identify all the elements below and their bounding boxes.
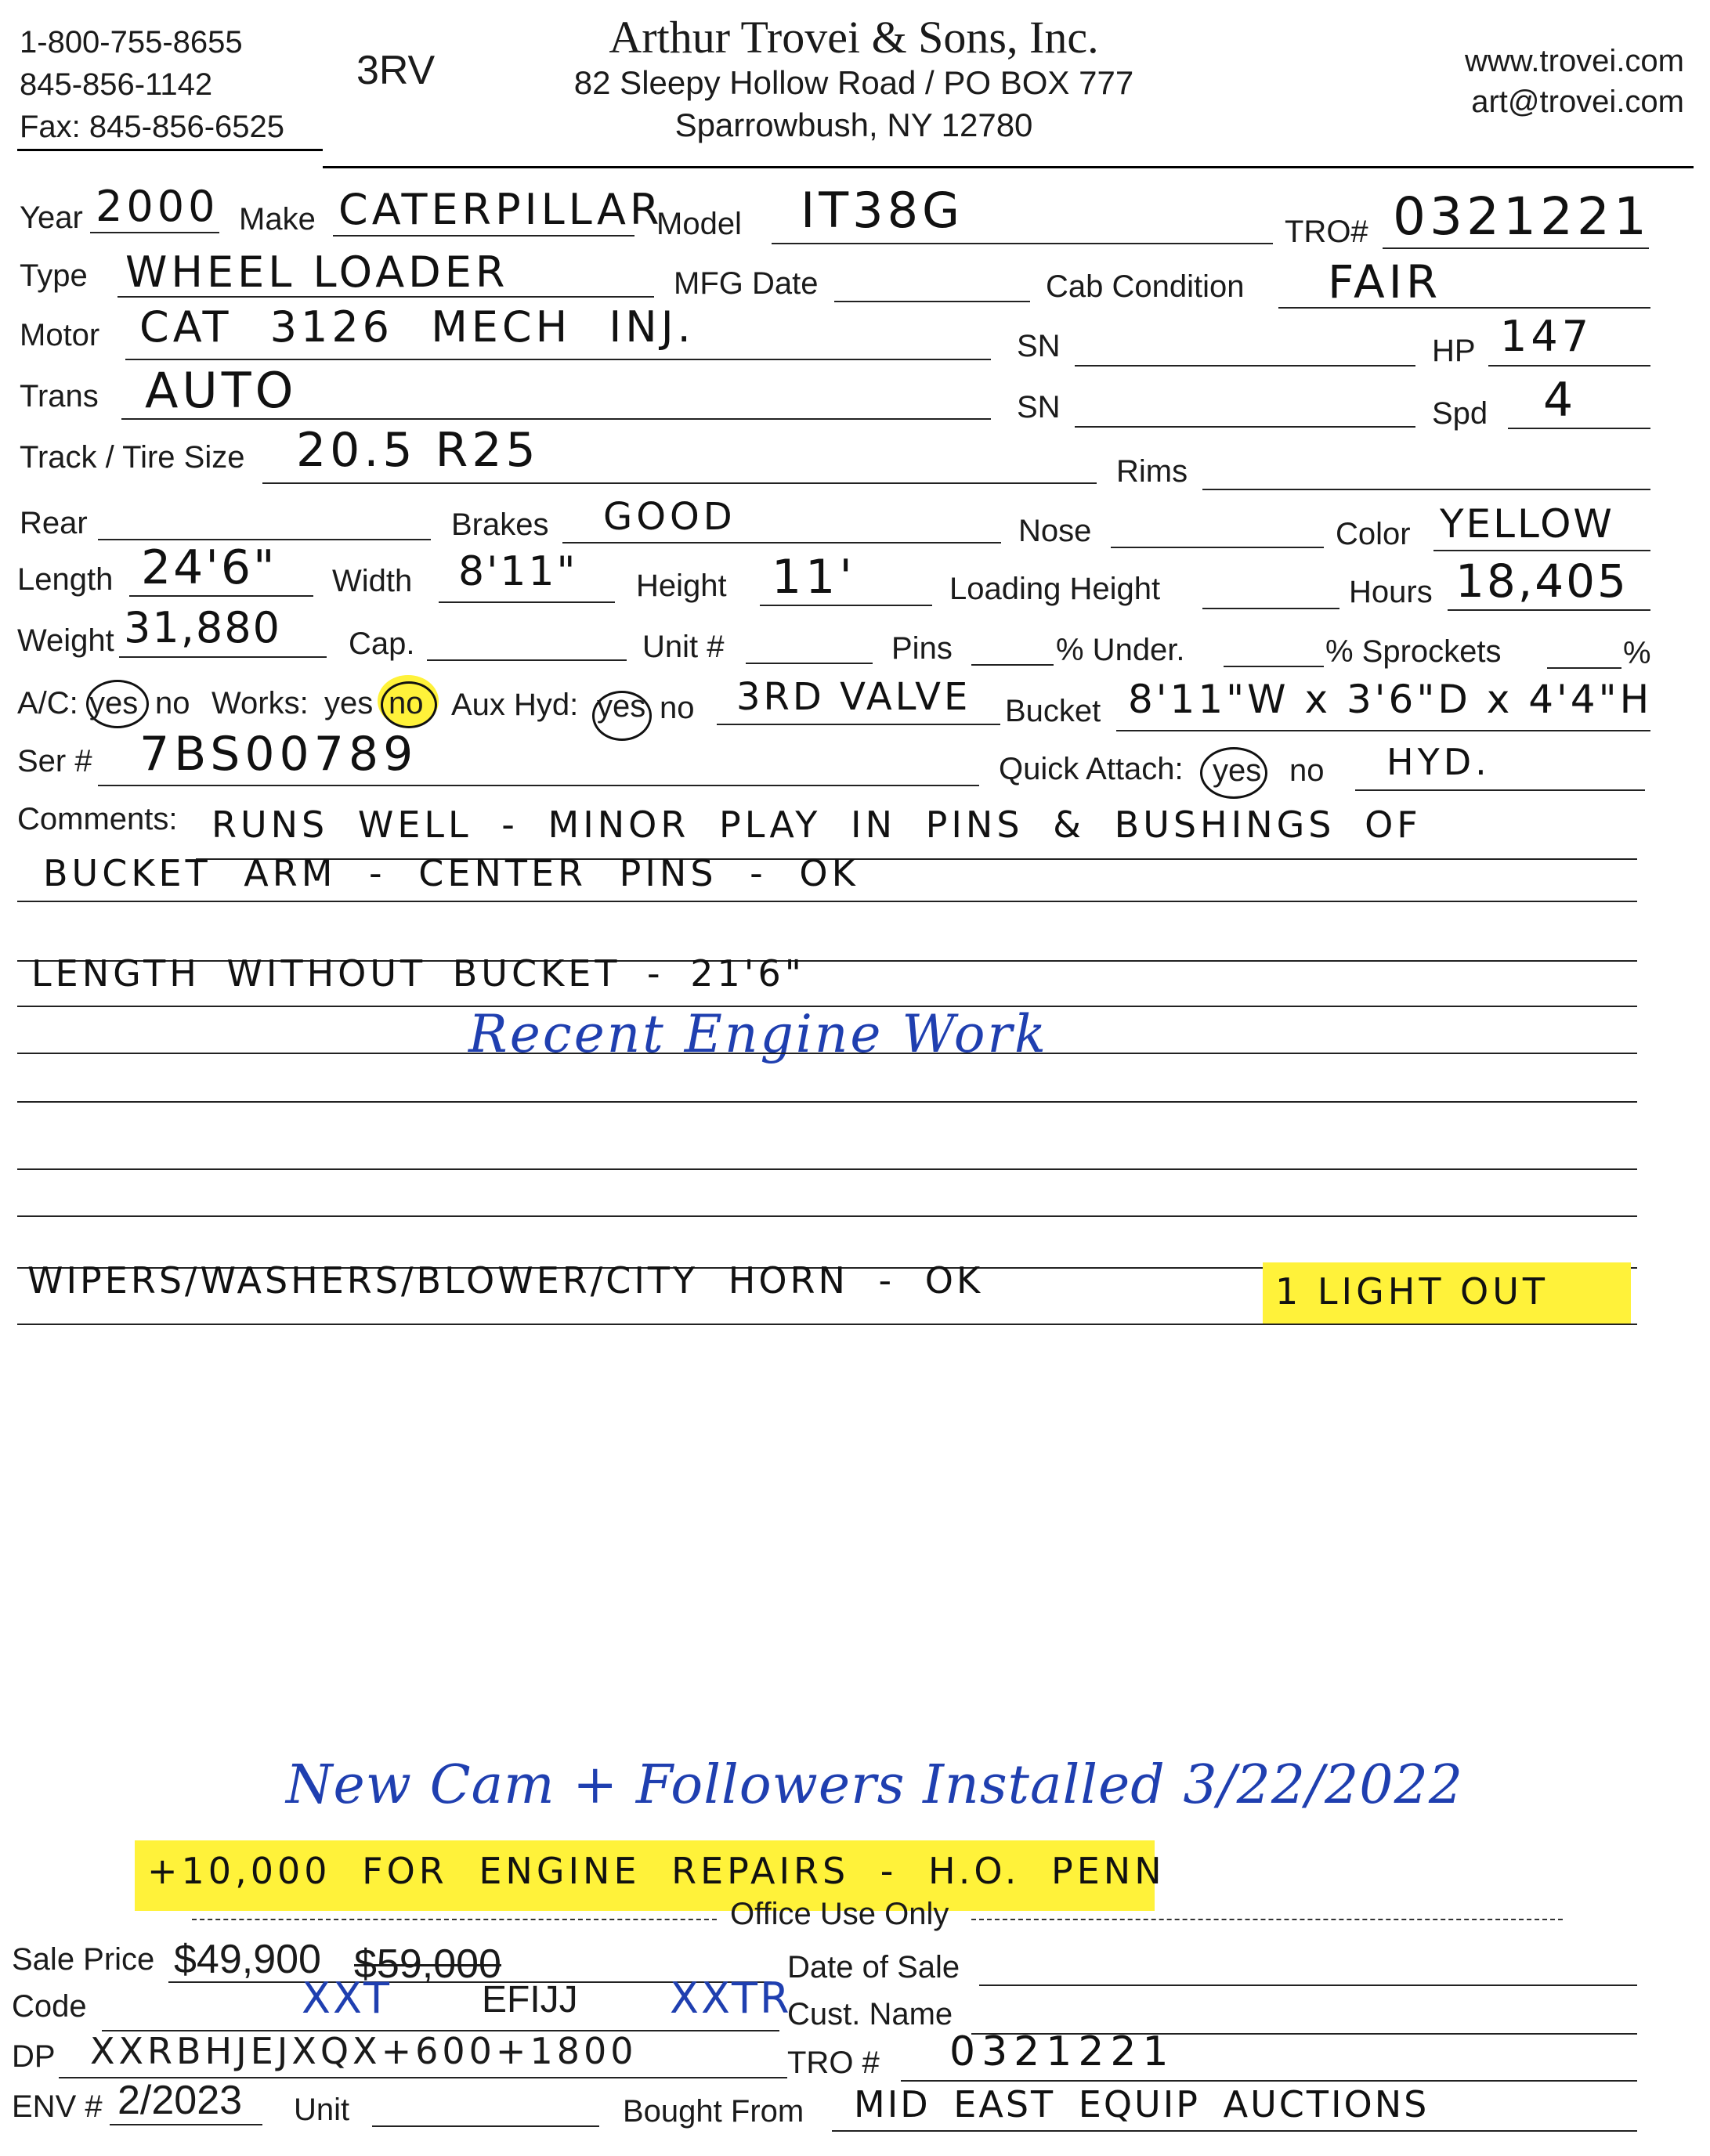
cab-condition-label: Cab Condition [1046,269,1245,304]
sale-price-value[interactable]: $49,900 [174,1937,321,1982]
length-label: Length [17,562,114,597]
bucket-line [1116,730,1650,731]
comments-label: Comments: [17,802,178,836]
motor-line [125,359,991,360]
light-out-note[interactable]: 1 LIGHT OUT [1275,1270,1549,1313]
env-label: ENV # [12,2089,103,2124]
length-value[interactable]: 24'6" [141,540,277,595]
weight-value[interactable]: 31,880 [124,603,281,652]
hours-value[interactable]: 18,405 [1455,554,1629,608]
office-dash-left [192,1919,717,1920]
sprockets-pct: % [1623,636,1651,670]
tro-value[interactable]: 0321221 [1393,186,1650,247]
loading-height-label: Loading Height [949,572,1161,606]
model-line [772,243,1273,244]
cab-condition-line [1278,307,1650,309]
hours-label: Hours [1349,575,1433,609]
comments-rule-8 [17,1215,1637,1217]
comment-line-4[interactable]: WIPERS/WASHERS/BLOWER/CITY HORN - OK [27,1259,984,1302]
trans-label: Trans [20,379,99,414]
motor-label: Motor [20,318,100,352]
year-line [90,232,219,233]
track-tire-value[interactable]: 20.5 R25 [296,423,540,478]
office-tro-value[interactable]: 0321221 [949,2028,1175,2075]
track-tire-line [262,482,1097,484]
aux-hyd-label: Aux Hyd: [451,688,579,722]
motor-sn-line [1075,365,1415,367]
hp-line [1488,365,1650,367]
bucket-value[interactable]: 8'11"W x 3'6"D x 4'4"H [1128,677,1653,722]
make-line [333,235,634,237]
date-of-sale-line [979,1984,1637,1986]
pins-label: Pins [891,631,953,666]
comments-rule-5 [17,1053,1637,1054]
comments-rule-2 [17,901,1637,902]
color-line [1433,550,1650,551]
unit-line [372,2125,599,2127]
cab-condition-value[interactable]: FAIR [1328,255,1442,309]
mfg-date-line [834,301,1030,302]
env-value[interactable]: 2/2023 [117,2078,243,2123]
spd-label: Spd [1432,396,1488,431]
sprockets-label: % Sprockets [1325,634,1502,669]
under-line [1224,666,1324,667]
code-value-3[interactable]: XXTR [670,1974,792,2023]
cap-label: Cap. [349,627,415,661]
trans-sn-line [1075,426,1415,428]
aux-hyd-no[interactable]: no [660,691,695,725]
works-no[interactable]: no [389,686,424,720]
trans-line [121,418,991,420]
color-label: Color [1336,517,1411,551]
pins-line [971,664,1054,666]
quick-attach-no[interactable]: no [1289,753,1325,788]
type-value[interactable]: WHEEL LOADER [125,247,509,297]
type-label: Type [20,258,88,293]
address-line-2: Sparrowbush, NY 12780 [674,107,1033,143]
trans-value[interactable]: AUTO [145,362,298,419]
ser-line [98,785,979,786]
length-line [129,595,313,597]
type-line [117,296,654,298]
width-line [439,601,615,603]
blue-note-recent-engine-work[interactable]: Recent Engine Work [468,1004,1049,1064]
year-value[interactable]: 2000 [96,182,219,231]
form-code: 3RV [356,48,436,93]
year-label: Year [20,200,83,235]
bought-from-value[interactable]: MID EAST EQUIP AUCTIONS [854,2083,1430,2125]
aux-hyd-yes[interactable]: yes [597,689,646,724]
hours-line [1448,609,1650,611]
bought-from-line [832,2130,1637,2132]
under-label: % Under. [1056,633,1185,667]
env-line [110,2124,262,2125]
sale-price-label: Sale Price [12,1942,155,1977]
office-tro-line [901,2080,1637,2082]
quick-attach-label: Quick Attach: [999,752,1184,786]
aux-hyd-note[interactable]: 3RD VALVE [736,675,971,719]
model-label: Model [656,207,742,241]
bucket-label: Bucket [1005,694,1101,728]
office-dash-right [971,1919,1563,1920]
nose-line [1111,547,1324,548]
header-rule-left [17,149,323,151]
code-label: Code [12,1989,87,2024]
unit-no-line [746,663,873,664]
spd-value[interactable]: 4 [1543,373,1578,428]
motor-sn-label: SN [1017,329,1061,363]
mfg-date-label: MFG Date [674,266,819,301]
comments-rule-7 [17,1168,1637,1170]
model-value[interactable]: IT38G [801,182,964,239]
loading-height-line [1202,608,1339,609]
color-value[interactable]: YELLOW [1440,501,1614,547]
rims-line [1202,489,1650,490]
code-value-2[interactable]: EFIJJ [482,1979,578,2021]
comments-rule-6 [17,1101,1637,1103]
rims-label: Rims [1116,454,1188,489]
quick-attach-yes[interactable]: yes [1213,753,1262,788]
cust-name-label: Cust. Name [787,1997,953,2031]
email: art@trovei.com [1471,85,1684,119]
office-use-title: Office Use Only [730,1897,949,1931]
width-value[interactable]: 8'11" [458,548,578,595]
height-value[interactable]: 11' [772,550,856,605]
unit-label: Unit [294,2093,350,2127]
tro-label: TRO# [1285,215,1368,249]
width-label: Width [332,564,413,598]
rear-label: Rear [20,506,88,540]
comment-line-1[interactable]: RUNS WELL - MINOR PLAY IN PINS & BUSHINGS OF [211,804,1422,846]
works-label: Works: [211,686,309,720]
sprockets-line [1547,667,1621,669]
dp-value[interactable]: XXRBHJEJXQX+600+1800 [90,2030,638,2072]
nose-label: Nose [1018,514,1092,548]
weight-label: Weight [17,623,114,658]
sale-price-old: $59,000 [354,1941,501,1987]
comment-line-2[interactable]: BUCKET ARM - CENTER PINS - OK [43,852,859,894]
works-yes[interactable]: yes [324,686,374,720]
bought-from-label: Bought From [623,2094,804,2129]
ac-no[interactable]: no [155,686,190,720]
brakes-value[interactable]: GOOD [603,495,736,539]
spd-line [1508,428,1650,429]
phone-1: 1-800-755-8655 [20,25,243,60]
make-label: Make [239,202,316,237]
motor-value[interactable]: CAT 3126 MECH INJ. [139,302,695,352]
tro-line [1383,247,1649,249]
hp-label: HP [1432,334,1476,368]
ser-value[interactable]: 7BS00789 [139,727,418,782]
date-of-sale-label: Date of Sale [787,1950,960,1984]
blue-note-new-cam[interactable]: New Cam + Followers Installed 3/22/2022 [286,1754,1464,1816]
make-value[interactable]: CATERPILLAR [338,185,663,234]
weight-line [119,656,327,658]
fax: Fax: 845-856-6525 [20,110,285,144]
phone-2: 845-856-1142 [20,67,213,102]
quick-attach-note[interactable]: HYD. [1386,741,1491,783]
hp-value[interactable]: 147 [1500,312,1593,361]
header-rule [323,166,1694,168]
comment-line-3[interactable]: LENGTH WITHOUT BUCKET - 21'6" [31,952,805,995]
ser-label: Ser # [17,744,92,778]
trans-sn-label: SN [1017,390,1061,424]
ac-yes[interactable]: yes [89,686,139,720]
height-label: Height [636,569,727,603]
quick-attach-line [1355,789,1645,791]
company-name: Arthur Trovei & Sons, Inc. [609,12,1099,63]
engine-repairs-note[interactable]: +10,000 FOR ENGINE REPAIRS - H.O. PENN [147,1850,1166,1892]
dp-label: DP [12,2039,56,2074]
brakes-line [562,542,1001,544]
unit-no-label: Unit # [642,630,725,664]
code-value-1[interactable]: XXT [302,1974,392,2023]
height-line [760,605,932,606]
website: www.trovei.com [1464,44,1684,78]
track-tire-label: Track / Tire Size [20,440,245,475]
address-line-1: 82 Sleepy Hollow Road / PO BOX 777 [573,64,1134,101]
ac-label: A/C: [17,686,78,720]
cap-line [427,659,627,661]
aux-hyd-line [717,724,1000,725]
comments-rule-10 [17,1324,1637,1325]
office-tro-label: TRO # [787,2046,880,2080]
brakes-label: Brakes [451,507,549,542]
